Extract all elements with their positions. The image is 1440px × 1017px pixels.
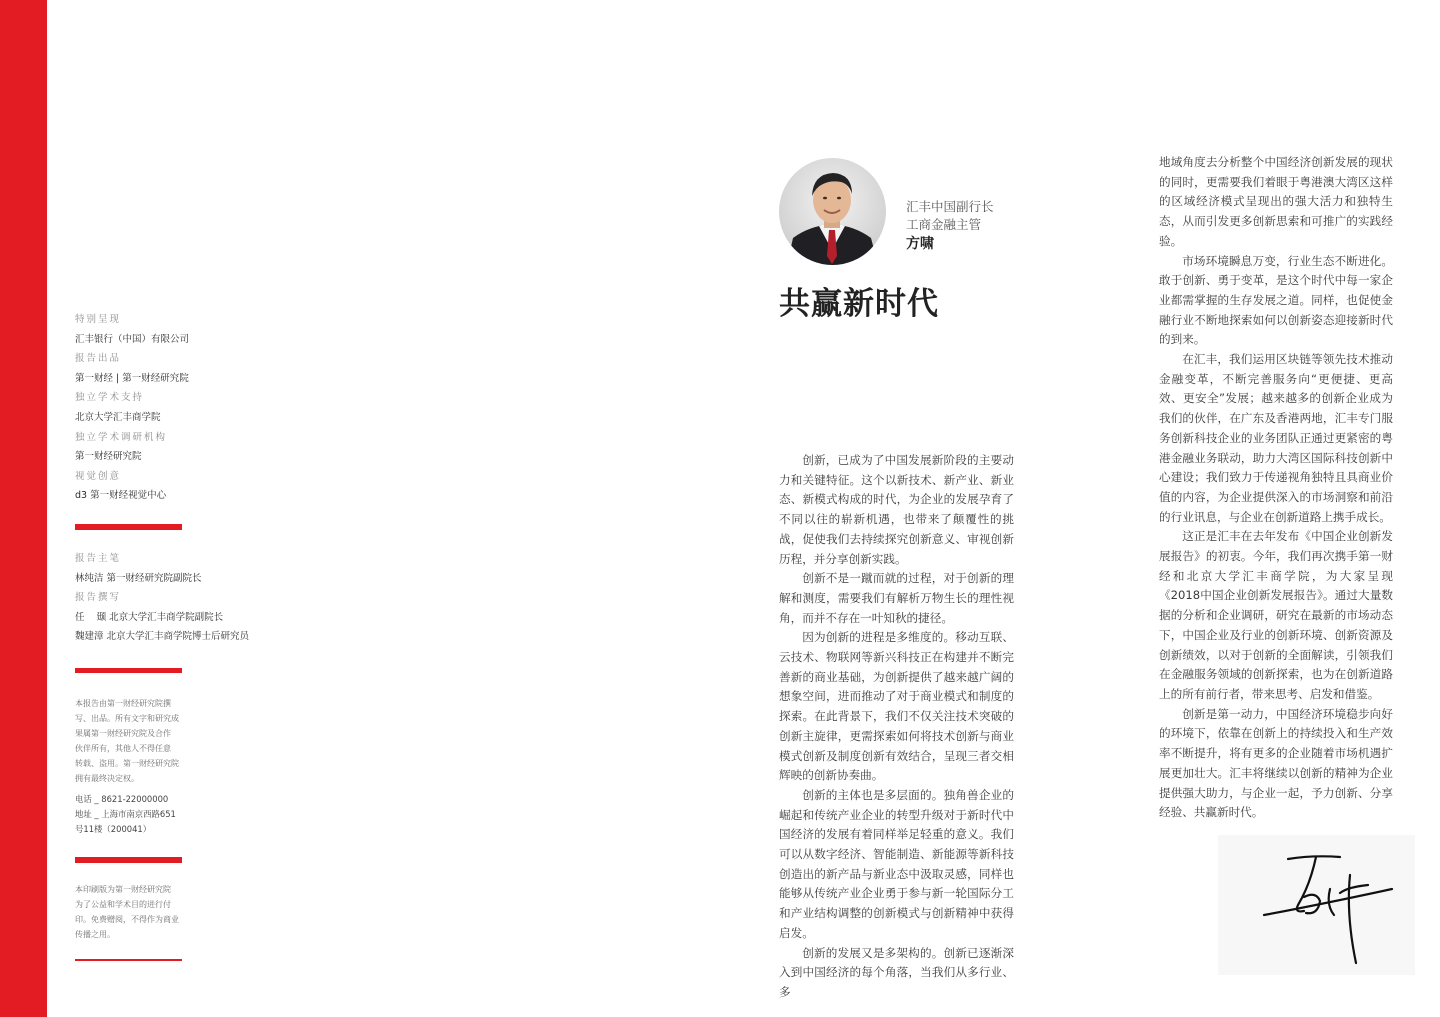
copyright-line: 伙伴所有，其他人不得任意	[75, 744, 171, 753]
colophon-label: 独立学术支持	[75, 392, 145, 404]
colophon-value: 魏建漳 北京大学汇丰商学院博士后研究员	[75, 631, 250, 643]
address-line: 号11楼（200041）	[75, 824, 152, 834]
paragraph: 市场环境瞬息万变，行业生态不断进化。敢于创新、勇于变革，是这个时代中每一家企业都需掌握的生存发展之道。同样，也促使金融行业不断地探索如何以创新姿态迎接新时代的到来。	[1159, 253, 1393, 347]
contact-info	[75, 792, 195, 837]
author-portrait	[779, 158, 886, 265]
address-line: 地址 _ 上海市南京西路651	[75, 809, 176, 819]
author-title: 工商金融主管	[906, 217, 982, 232]
paragraph: 创新的主体也是多层面的。独角兽企业的崛起和传统产业企业的转型升级对于新时代中国经济的发展有着同样举足轻重的意义。我们可以从数字经济、智能制造、新能源等新科技创造出的新产品与新业态中汲取灵感，同样也能够从传统产业企业勇于参与新一轮国际分工和产业结构调整的创新模式与创新精神中获得启发。	[779, 787, 1014, 940]
section-divider	[75, 959, 182, 961]
copyright-line: 拥有最终决定权。	[75, 774, 139, 783]
colophon-label: 独立学术调研机构	[75, 431, 168, 443]
colophon-label: 报告主笔	[75, 553, 122, 564]
print-notice-line: 本印刷版为第一财经研究院	[75, 885, 171, 894]
paragraph: 这正是汇丰在去年发布《中国企业创新发展报告》的初衷。今年，我们再次携手第一财经和北京大学汇丰商学院，为大家呈现《2018中国企业创新发展报告》。通过大量数据的分析和企业调研，研究在最新的市场动态下，中国企业及行业的创新环境、创新资源及创新绩效，以对于创新的全面解读，引领我们在金融服务领域的创新探索，也为在创新道路上的所有前行者，带来思考、启发和借鉴。	[1159, 529, 1393, 701]
colophon-value: 任 颋 北京大学汇丰商学院副院长	[75, 611, 224, 623]
article-column-1	[779, 451, 1014, 1003]
colophon-value: 林纯洁 第一财经研究院副院长	[75, 572, 202, 584]
author-info	[906, 198, 994, 254]
author-signature	[1218, 835, 1415, 975]
print-notice-line: 印。免费赠阅，不得作为商业	[75, 915, 179, 924]
paragraph: 创新是第一动力，中国经济环境稳步向好的环境下，依靠在创新上的持续投入和生产效率不断提升，将有更多的企业随着市场机遇扩展更加壮大。汇丰将继续以创新的精神为企业提供强大助力，与企业一起，予力创新、分享经验、共赢新时代。	[1159, 706, 1393, 820]
copyright-line: 果属第一财经研究院及合作	[75, 729, 171, 738]
copyright-line: 转载、盗用。第一财经研究院	[75, 759, 179, 768]
paragraph: 创新的发展又是多架构的。创新已逐渐深入到中国经济的每个角落，当我们从多行业、多	[779, 945, 1014, 999]
article-column-2	[1159, 153, 1393, 823]
colophon-label: 特别呈现	[75, 314, 122, 325]
left-red-band	[0, 0, 47, 1017]
paragraph: 地域角度去分析整个中国经济创新发展的现状的同时，更需要我们着眼于粤港澳大湾区这样的区域经济模式呈现出的强大活力和独特生态，从而引发更多创新思索和可推广的实践经验。	[1159, 155, 1393, 248]
colophon-authors	[75, 549, 275, 647]
colophon-value: 北京大学汇丰商学院	[75, 411, 161, 423]
section-divider	[75, 668, 182, 673]
section-divider	[75, 524, 182, 530]
colophon-value: 汇丰银行（中国）有限公司	[75, 333, 190, 345]
colophon	[75, 310, 275, 506]
author-name: 方啸	[906, 236, 934, 252]
author-title: 汇丰中国副行长	[906, 199, 994, 214]
phone-text: 电话 _ 8621-22000000	[75, 794, 169, 804]
paragraph: 创新不是一蹴而就的过程，对于创新的理解和测度，需要我们有解析万物生长的理性视角，而并不存在一叶知秋的捷径。	[779, 571, 1014, 625]
colophon-value: 第一财经研究院	[75, 451, 142, 463]
paragraph: 创新，已成为了中国发展新阶段的主要动力和关键特征。这个以新技术、新产业、新业态、新模式构成的时代，为企业的发展孕育了不同以往的崭新机遇，也带来了颠覆性的挑战，促使我们去持续探究创新意义、审视创新历程，并分享创新实践。	[779, 453, 1014, 566]
colophon-value: 第一财经 | 第一财经研究院	[75, 372, 189, 384]
print-notice-line: 传播之用。	[75, 930, 115, 939]
section-divider	[75, 857, 182, 863]
paragraph: 在汇丰，我们运用区块链等领先技术推动金融变革，不断完善服务向“更便捷、更高效、更安全”发展；越来越多的创新企业成为我们的伙伴，在广东及香港两地，汇丰专门服务创新科技企业的业务团队正通过更紧密的粤港金融业务联动，助力大湾区国际科技创新中心建设；我们致力于传递视角独特且具商业价值的内容，为企业提供深入的市场洞察和前沿的行业讯息，与企业在创新道路上携手成长。	[1159, 352, 1393, 524]
paragraph: 因为创新的进程是多维度的。移动互联、云技术、物联网等新兴科技正在构建并不断完善新的商业基础，为创新提供了越来越广阔的想象空间，进而推动了对于商业模式和制度的探索。在此背景下，我们不仅关注技术突破的创新主旋律，更需探索如何将技术创新与商业模式创新及制度创新有效结合，呈现三者交相辉映的创新协奏曲。	[779, 630, 1014, 783]
copyright-line: 本报告由第一财经研究院撰	[75, 699, 171, 708]
print-notice-line: 为了公益和学术目的进行付	[75, 900, 171, 909]
colophon-label: 视觉创意	[75, 470, 122, 482]
copyright-notice	[75, 696, 187, 786]
colophon-value: d3 第一财经视觉中心	[75, 490, 167, 502]
print-notice	[75, 882, 187, 942]
article-headline: 共赢新时代	[779, 286, 939, 322]
colophon-label: 报告出品	[75, 353, 122, 365]
copyright-line: 写、出品。所有文字和研究成	[75, 714, 179, 723]
colophon-label: 报告撰写	[75, 592, 122, 604]
